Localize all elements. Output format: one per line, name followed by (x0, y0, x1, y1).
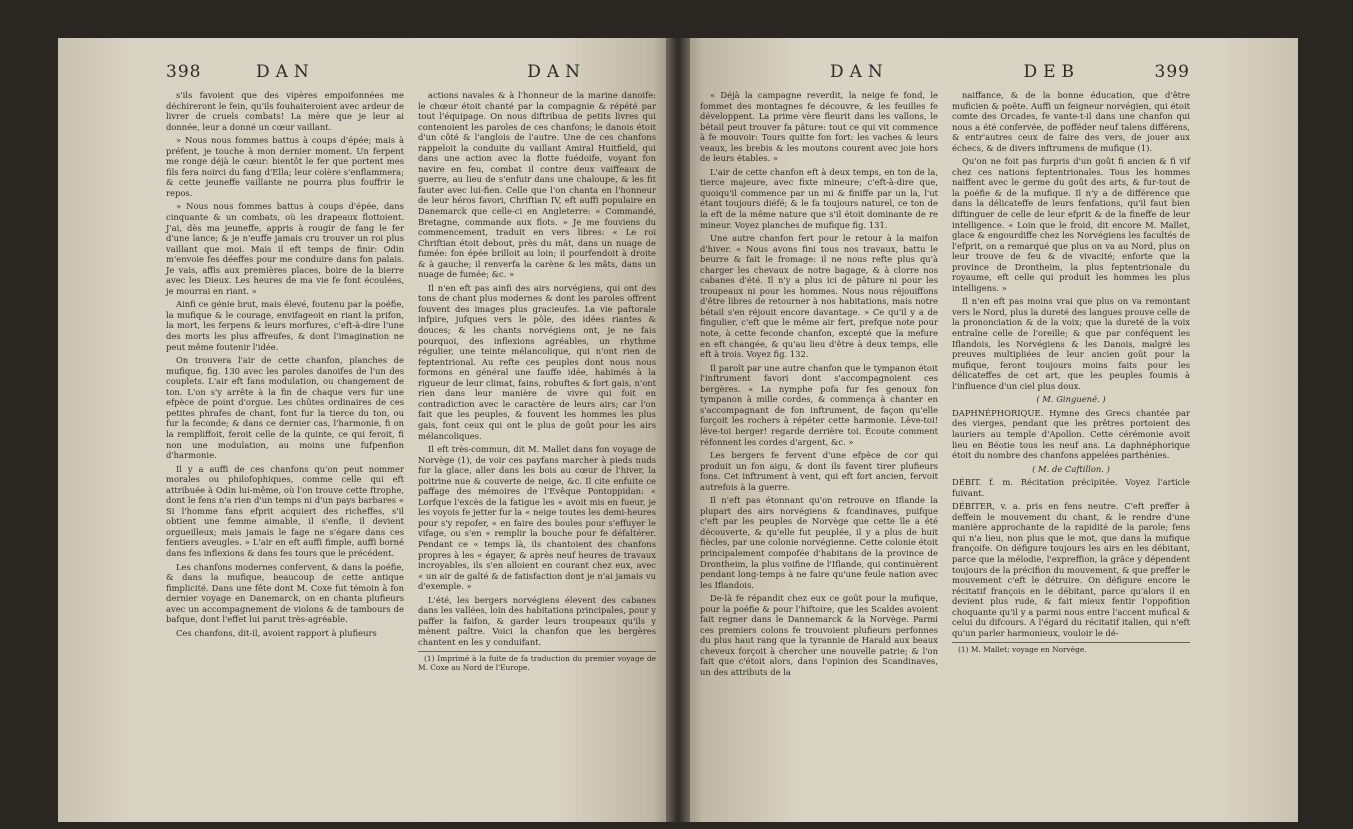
entry-daphnephorique: DAPHNÉPHORIQUE. Hymne des Grecs chantée par des vierges, pendant que les prêtres portoient des lauriers au temple d'Apollon. Cette cérémonie avoit lieu en Béotie tous les neuf ans. La daphnéphorique étoit du nombre des chanfons appelées parthénies. (952, 407, 1190, 461)
paragraph: Il n'en eft pas moins vrai que plus on va remontant vers le Nord, plus la dureté des langues prouve celle de la prononciation & de la voix; que la dureté de la voix entraîne celle de l'oreille; & que par conféquent les Iflandois, les Norvégiens & les Danois, malgré les preuves multipliées de leur ancien goût pour la mufique, feront toujours moins faits pour les délicateffes de cet art, que les peuples foumis à l'influence d'un ciel plus doux. (952, 296, 1190, 391)
footnote (418, 651, 656, 672)
paragraph: Une autre chanfon fert pour le retour à la maifon d'hiver. « Nous avons fini tous nos travaux, battu le beurre & fait le fromage: il ne nous refte plus qu'à charger les chevaux de notre bagage, & à clorre nos cabanes d'été. Il n'y a plus ici de pâture ni pour les troupeaux ni pour les hommes. Nous nous réjouiffons d'être libres de retourner à nos habitations, mais notre bétail s'en réjouit encore davantage. » Ce qu'il y a de fingulier, c'eft que le même air fert, prefque note pour note, à cette feconde chanfon, excepté que la mefure en eft changée, & qu'au lieu d'être à deux temps, elle eft à trois. Voyez fig. 132. (700, 233, 938, 360)
paragraph: Les bergers fe fervent d'une efpèce de cor qui produit un fon aigu, & dont ils favent tirer plufieurs fons. Cet inftrument à vent, qui eft fort ancien, fervoit autrefois à la guerre. (700, 450, 938, 492)
paragraph: Il paroît par une autre chanfon que le tympanon étoit l'inftrument favori dont s'accompagnoient ces bergères. « La nymphe pofa fur fes genoux fon tympanon à mille cordes, & commença à chanter en s'accompagnant de fon inftrument, de façon qu'elle forçoit les rochers à répéter cette harmonie. Lève-toi! lève-toi berger! regarde derrière toi. Écoute comment réfonnent les cordes d'argent, &c. » (700, 362, 938, 447)
page-number: 398 (166, 62, 202, 82)
paragraph: On trouvera l'air de cette chanfon, planches de mufique, fig. 130 avec les paroles danoifes de l'un des couplets. L'air eft fans modulation, ou changement de ton. L'on s'y arrête à la fin de chaque vers fur une efpèce de point d'orgue. Les chûtes ordinaires de ces petites phrafes de chant, font fur la tierce du ton, ou fur la feconde; & dans ce dernier cas, l'harmonie, fi on la rempliffoit, feroit celle de la quinte, ce qui feroit, fi non une modulation, au moins une fufpenfion d'harmonie. (166, 355, 404, 461)
footnote-text: (1) M. Mallet; voyage en Norvège. (958, 645, 1087, 655)
paragraph: Les chanfons modernes confervent, & dans la poéfie, & dans la mufique, beaucoup de cette antique fimplicité. Dans une fête dont M. Coxe fut témoin à fon dernier voyage en Danemarck, on en chanta plufieurs avec un accompagnement de violons & de tambours de bafque, dont l'effet lui parut très-agréable. (166, 561, 404, 625)
running-head: DAN (527, 62, 586, 82)
column-2 (418, 90, 656, 672)
running-head: DEB (1023, 62, 1080, 82)
paragraph: Il eft très-commun, dit M. Mallet dans fon voyage de Norvège (1), de voir ces payfans marcher à pieds nuds fur la glace, aller dans les bois au cœur de l'hiver, la poitrine nue & couverte de neige, &c. Il cite enfuite ce paffage des mémoires de l'Evêque Pontoppidan: « Lorfque l'excès de la fatigue les « avoit mis en fueur, je les voyois fe jetter fur la « neige toutes les demi-heures pour s'y repofer, « en faire des boules pour s'effuyer le vifage, ou s'en « remplir la bouche pour fe défaltérer. Pendant ce « temps là, ils chantoient des chanfons propres à les « égayer, & après neuf heures de travaux incroyables, ils s'en alloient en courant chez eux, avec « un air de gaîté & de fatisfaction dont je n'ai jamais vu d'exemple. » (418, 444, 656, 592)
paragraph: naiffance, & de la bonne éducation, que d'être muficien & poëte. Auffi un feigneur norvégien, qui étoit comte des Orcades, fe vante-t-il dans une chanfon qui nous a été confervée, de pofféder neuf talens différens, & entr'autres ceux de faire des vers, de jouer aux échecs, & de divers inftrumens de mufique (1). (952, 90, 1190, 153)
paragraph: Qu'on ne foit pas furpris d'un goût fi ancien & fi vif chez ces nations feptentrionales. Tous les hommes naiffent avec le germe du goût des arts, & fur-tout de la poéfie & de la mufique. Il n'y a de différence que dans la délicateffe de leurs fenfations, qu'il faut bien diftinguer de celle de leur efprit & de la fineffe de leur intelligence. « Loin que le froid, dit encore M. Mallet, glace & engourdiffe chez les Norvégiens les facultés de l'efprit, on a remarqué que plus on va au Nord, plus on leur trouve de feu & de vivacité; enforte que la province de Drontheim, la plus feptentrionale du royaume, eft celle qui produit les hommes les plus intelligens. » (952, 156, 1190, 293)
author-signature: ( M. Ginguené. ) (1036, 394, 1106, 405)
running-head: DAN (830, 62, 889, 82)
paragraph: actions navales & à l'honneur de la marine danoife: le chœur étoit chanté par la compagnie & répété par tout l'équipage. On nous diftribua de petits livres qui contenoient les paroles de ces chanfons; le danois étoit d'un côté & l'anglois de l'autre. Une de ces chanfons rappeloit la conduite du vaillant Amiral Huitfield, qui dans une action avec la flotte fuédoife, voyant fon navire en feu, combat il contre deux vaiffeaux de guerre, au lieu de s'enfuir dans une chaloupe, & les fit fauter avec lui-fien. Celle que l'on chanta en l'honneur de leur héros favori, Chriftian IV, eft auffi populaire en Danemarck que celle-ci en Angleterre: « Commandé, Bretagne, commande aux flots. » Je me fouviens du commencement, traduit en vers libres: « Le roi Chriftian étoit debout, près du mât, dans un nuage de fumée: fon épée brilloit au loin; il pourfendoit à droite & à gauche; il renverfa la carène & les mâts, dans un nuage de fumée; &c. » (418, 90, 656, 280)
paragraph: L'air de cette chanfon eft à deux temps, en ton de la, tierce majeure, avec fixte mineure; c'eft-à-dire que, quoiqu'il commence par un mi & finiffe par un la, l'ut étant toujours diéfé; & le fa toujours naturel, ce ton de la eft de la même nature que s'il étoit dominante de re mineur. Voyez planches de mufique fig. 131. (700, 166, 938, 230)
author-signature: ( M. de Caftillon. ) (1032, 463, 1110, 474)
column-2 (952, 90, 1190, 681)
paragraph: » Nous nous fommes battus à coups d'épée, dans cinquante & un combats, où les drapeaux flottoient. J'ai, dès ma jeuneffe, appris à rougir de fang le fer d'une lance; & je n'euffe jamais cru trouver un roi plus vaillant que moi. Mais il eft temps de finir: Odin m'envoie fes déeffes pour me conduire dans fon palais. Je vais, affis aux premières places, boire de la bierre avec les Dieux. Les heures de ma vie fe font écoulées, je mourrai en riant. » (166, 201, 404, 296)
open-book (58, 38, 1298, 822)
paragraph: Ainfi ce génie brut, mais élevé, foutenu par la poéfie, la mufique & le courage, envifageoit en riant la prifon, la mort, les ferpens & leurs morfures, c'eft-à-dire l'une des morts les plus affreufes, & dont l'imagination ne peut même foutenir l'idée. (166, 299, 404, 352)
paragraph: Ces chanfons, dit-il, avoient rapport à plufieurs (176, 627, 377, 638)
text-columns (166, 90, 656, 672)
paragraph: Il n'en eft pas ainfi des airs norvégiens, qui ont des tons de chant plus modernes & dont les paroles offrent fouvent des images plus gracieufes. La vie paftorale infpire, jufques vers le pôle, des idées riantes & douces; & les chants norvégiens ont, je ne fais pourquoi, des inflexions agréables, un rhythme régulier, une teinte mélancolique, qui n'ont rien de feptentrional. Au refte ces peuples dont nous nous formons en général une fauffe idée, habimés à la rigueur de leur climat, fains, robuftes & fort gais, n'ont rien dans leur manière de vivre qui foit en contradiction avec le caractère de leurs airs; car l'on fait que les peuples, & fouvent les hommes les plus gais, font ceux qui ont le plus de goût pour les airs mélancoliques. (418, 282, 656, 441)
footnote (952, 642, 1190, 654)
paragraph: L'été, les bergers norvégiens élevent des cabanes dans les vallées, loin des habitations principales, pour y paffer la faifon, & garder leurs troupeaux qu'ils y mènent paître. Voici la chanfon que les bergères chantent en les y conduifant. (418, 594, 656, 647)
left-page (58, 38, 678, 822)
page-header (700, 62, 1190, 90)
entry-debit: DÉBIT. f. m. Récitation précipitée. Voyez l'article fuivant. (952, 477, 1190, 498)
text-columns (700, 90, 1190, 681)
paragraph: » Nous nous fommes battus à coups d'épée; mais à préfent, je touche à mon dernier moment. Un ferpent me ronge déjà le cœur: bientôt le fer que portent mes fils fera noirci du fang d'Ella; leur colère s'enflammera; & cette jeuneffe vaillante ne pourra plus fouffrir le repos. (166, 135, 404, 198)
paragraph: Il y a auffi de ces chanfons qu'on peut nommer morales ou philofophiques, comme celle qui eft attribuée à Odin lui-même, où l'on trouve cette ftrophe, dont le fens n'a rien d'un temps ni d'un pays barbares « Si l'homme fans efprit acquiert des richeffes, s'il obtient une femme aimable, il s'enfle, il devient orgueilleux; mais jamais le fage ne s'égare dans ces fentiers aveugles. » L'air en eft auffi fimple, auffi borné dans fes inflexions & dans fes tours que le précédent. (166, 463, 404, 558)
page-header (166, 62, 656, 90)
right-page (678, 38, 1298, 822)
entry-debiter: DÉBITER, v. a. pris en fens neutre. C'eft preffer à deffein le mouvement du chant, & le rendre d'une manière approchante de la rapidité de la parole; fens qui n'a lieu, non plus que le mot, que dans la mufique françoife. On défigure toujours les airs en les débitant, parce que la mélodie, l'expreffion, la grâce y dépendent toujours de la précifion du mouvement, & que preffer le mouvement c'eft le détruire. On défigure encore le récitatif françois en le débitant, parce qu'alors il en devient plus rude, & fait mieux fentir l'oppofition choquante qu'il y a parmi nous entre l'accent mufical & celui du difcours. A l'égard du récitatif italien, qui n'eft qu'un parler harmonieux, vouloir le dé- (952, 501, 1190, 638)
paragraph: De-là fe répandit chez eux ce goût pour la mufique, pour la poéfie & pour l'hiftoire, que les Scaldes avoient fait regner dans le Dannemarck & la Norvège. Parmi ces premiers colons fe trouvoient plufieurs perfonnes du plus haut rang que la tyrannie de Harald aux beaux cheveux forçoit à chercher une nouvelle patrie; & l'on fait que c'étoit alors, dans l'opinion des Scandinaves, un des attributs de la (700, 593, 938, 677)
paragraph: Il n'eft pas étonnant qu'on retrouve en Iflande la plupart des airs norvégiens & fcandinaves, puifque c'eft par les peuples de Norvège que cette île a été découverte, & qu'elle fut peuplée, il y a plus de huit fiècles, par une colonie norvégienne. Cette colonie étoit principalement compofée d'habitans de la province de Drontheim, la plus voifine de l'Iflande, qui continuèrent pendant long-temps à ne faire qu'une feule nation avec les Iflandois. (700, 495, 938, 590)
column-1 (700, 90, 938, 681)
running-head: DAN (256, 62, 315, 82)
paragraph: « Déjà la campagne reverdit, la neige fe fond, le fommet des montagnes fe découvre, & les feuilles fe développent. La prime vère fleurit dans les vallons, le bétail peut trouver fa pâture: tout ce qui vit commence à fe mouvoir: Tours quitte fon fort: les vaches & leurs veaux, les brebis & les moutons courent avec joie hors de leurs étables. » (700, 90, 938, 164)
page-number: 399 (1154, 62, 1190, 82)
paragraph: s'ils favoient que des vipères empoifonnées me déchireront le fein, qu'ils fouhaiteroient avec ardeur de livrer de cruels combats! La mère que je leur ai donnée, leur a donné un cœur vaillant. (166, 90, 404, 132)
footnote-text: (1) Imprimé à la fuite de fa traduction du premier voyage de M. Coxe au Nord de l'Europe. (418, 654, 656, 673)
column-1 (166, 90, 404, 672)
book-gutter (666, 38, 690, 822)
